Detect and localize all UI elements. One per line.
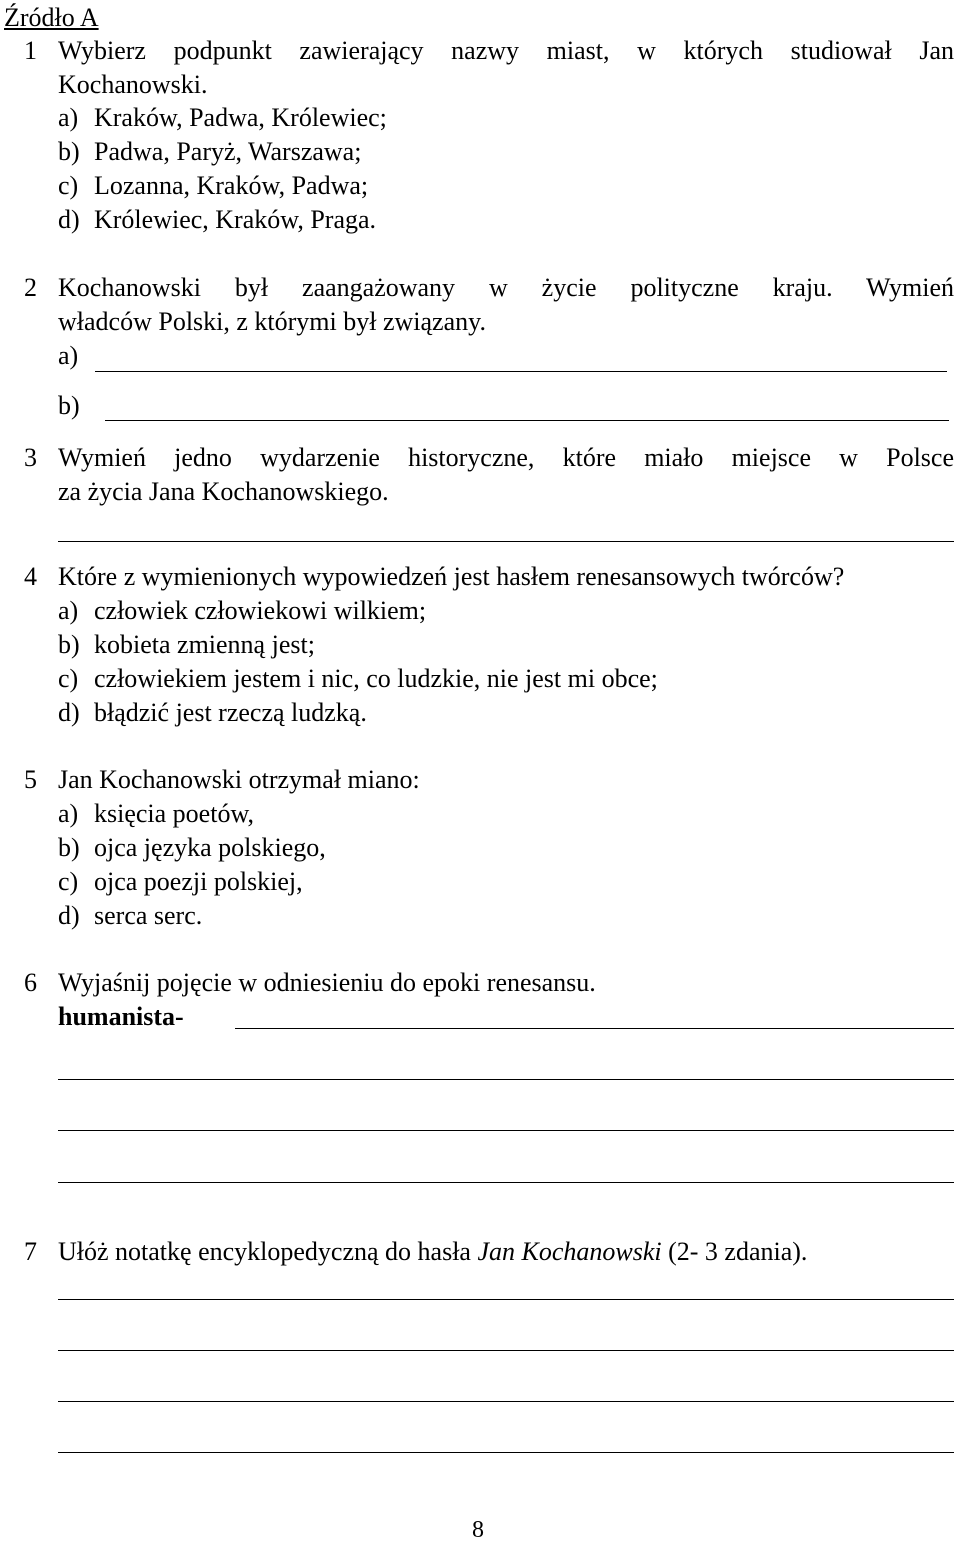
- option-text: kobieta zmienną jest;: [94, 630, 315, 659]
- question-4-text: Które z wymienionych wypowiedzeń jest hasłem renesansowych twórców?: [58, 562, 845, 591]
- option-letter: c): [58, 171, 79, 200]
- question-5-option-a: [58, 799, 254, 829]
- option-letter: c): [58, 867, 79, 896]
- question-2-text-line-2: władców Polski, z którymi był związany.: [58, 307, 486, 336]
- question-7-text: [58, 1237, 807, 1267]
- question-5-option-d: [58, 901, 202, 931]
- question-7-text-italic: Jan Kochanowski: [477, 1237, 662, 1266]
- option-letter: a): [58, 596, 79, 625]
- option-letter: a): [58, 103, 79, 132]
- option-text: serca serc.: [94, 901, 203, 930]
- question-7-number: 7: [24, 1237, 37, 1266]
- option-text: ojca języka polskiego,: [94, 833, 326, 862]
- question-4-option-b: [58, 630, 315, 660]
- question-1-option-a: [58, 103, 387, 133]
- option-letter: c): [58, 664, 79, 693]
- option-text: człowiekiem jestem i nic, co ludzkie, nie jest mi obce;: [94, 664, 658, 693]
- question-3-text-line-2: za życia Jana Kochanowskiego.: [58, 477, 389, 506]
- question-1-text-line-1: Wybierz podpunkt zawierający nazwy miast, w których studiował Jan: [58, 36, 954, 65]
- option-text: błądzić jest rzeczą ludzką.: [94, 698, 367, 727]
- question-5-option-c: [58, 867, 303, 897]
- question-7-text-suffix: (2- 3 zdania).: [661, 1237, 808, 1266]
- question-6-text: Wyjaśnij pojęcie w odniesieniu do epoki renesansu.: [58, 968, 596, 997]
- question-1-number: 1: [24, 36, 37, 65]
- question-4-option-c: [58, 664, 658, 694]
- option-text: Padwa, Paryż, Warszawa;: [94, 137, 362, 166]
- question-2-answer-line-a[interactable]: [95, 371, 947, 372]
- question-6-number: 6: [24, 968, 37, 997]
- option-letter: d): [58, 205, 80, 234]
- page-number: 8: [472, 1517, 484, 1543]
- question-6-answer-line-3[interactable]: [58, 1130, 954, 1131]
- question-2-answer-label-b: b): [58, 391, 80, 420]
- question-6-answer-line-1[interactable]: [235, 1028, 954, 1029]
- question-4-number: 4: [24, 562, 37, 591]
- option-text: Lozanna, Kraków, Padwa;: [94, 171, 369, 200]
- option-letter: a): [58, 799, 79, 828]
- question-6-answer-line-2[interactable]: [58, 1079, 954, 1080]
- option-letter: d): [58, 901, 80, 930]
- question-7-answer-line-1[interactable]: [58, 1299, 954, 1300]
- source-heading: Źródło A: [4, 3, 99, 32]
- option-letter: d): [58, 698, 80, 727]
- option-text: ojca poezji polskiej,: [94, 867, 303, 896]
- question-7-answer-line-2[interactable]: [58, 1350, 954, 1351]
- question-4-option-d: [58, 698, 367, 728]
- question-3-answer-line[interactable]: [58, 541, 954, 542]
- question-7-answer-line-3[interactable]: [58, 1401, 954, 1402]
- question-6-answer-line-4[interactable]: [58, 1182, 954, 1183]
- option-text: księcia poetów,: [94, 799, 255, 828]
- question-1-option-c: [58, 171, 368, 201]
- question-2-text-line-1: Kochanowski był zaangażowany w życie polityczne kraju. Wymień: [58, 273, 954, 302]
- option-letter: b): [58, 137, 80, 166]
- question-5-option-b: [58, 833, 326, 863]
- question-2-answer-label-a: a): [58, 341, 79, 370]
- question-5-number: 5: [24, 765, 37, 794]
- question-6-term: humanista-: [58, 1002, 184, 1031]
- option-letter: b): [58, 833, 80, 862]
- question-3-text-line-1: Wymień jedno wydarzenie historyczne, które miało miejsce w Polsce: [58, 443, 954, 472]
- option-letter: b): [58, 630, 80, 659]
- question-7-answer-line-4[interactable]: [58, 1452, 954, 1453]
- question-1-option-d: [58, 205, 376, 235]
- question-7-text-prefix: Ułóż notatkę encyklopedyczną do hasła: [58, 1237, 478, 1266]
- option-text: człowiek człowiekowi wilkiem;: [94, 596, 427, 625]
- question-5-text: Jan Kochanowski otrzymał miano:: [58, 765, 420, 794]
- question-1-option-b: [58, 137, 361, 167]
- question-3-number: 3: [24, 443, 37, 472]
- question-2-number: 2: [24, 273, 37, 302]
- option-text: Królewiec, Kraków, Praga.: [94, 205, 377, 234]
- option-text: Kraków, Padwa, Królewiec;: [94, 103, 387, 132]
- question-1-text-line-2: Kochanowski.: [58, 70, 208, 99]
- question-4-option-a: [58, 596, 426, 626]
- question-2-answer-line-b[interactable]: [105, 420, 949, 421]
